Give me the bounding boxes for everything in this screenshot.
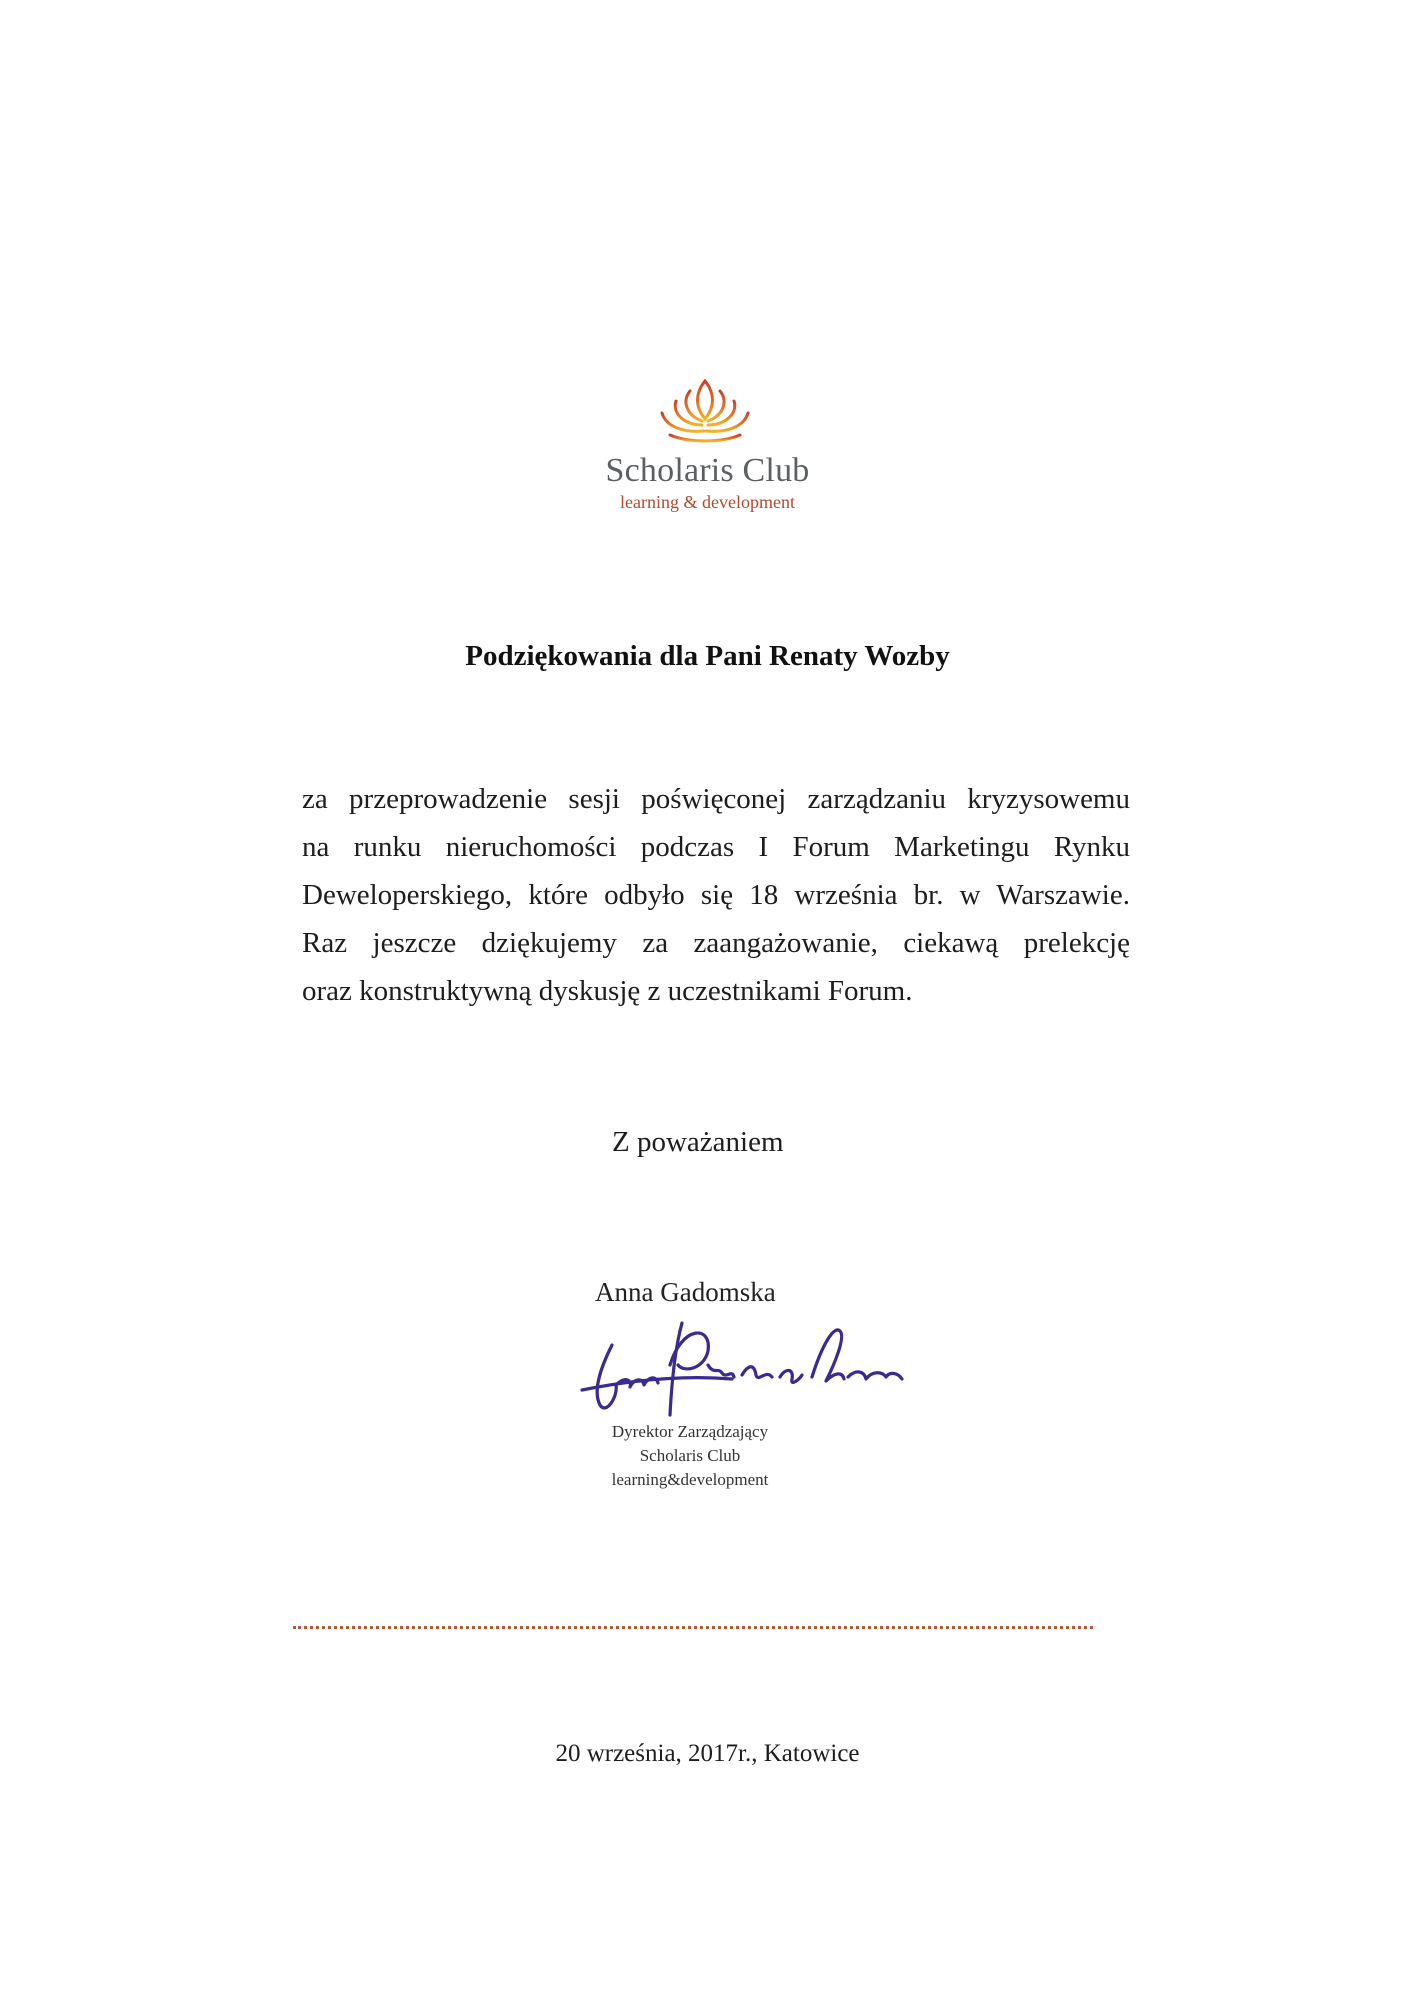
signature-block	[560, 1420, 820, 1492]
brand-name: Scholaris Club	[605, 452, 810, 489]
signer-name: Anna Gadomska	[595, 1277, 776, 1307]
body-line: oraz konstruktywną dyskusję z uczestnikami Forum.	[302, 975, 913, 1007]
closing-salutation: Z poważaniem	[612, 1126, 784, 1158]
signer-role: Dyrektor Zarządzający	[611, 1422, 769, 1441]
brand-tagline: learning & development	[620, 492, 795, 512]
footer-divider	[293, 1626, 1093, 1629]
date-place: 20 września, 2017r., Katowice	[555, 1740, 860, 1767]
body-line: na runku nieruchomości podczas I Forum Marketingu Rynku	[302, 831, 1130, 863]
body-line: za przeprowadzenie sesji poświęconej zarządzaniu kryzysowemu	[302, 783, 1130, 815]
body-line: Deweloperskiego, które odbyło się 18 września br. w Warszawie.	[302, 879, 1130, 911]
body-line: Raz jeszcze dziękujemy za zaangażowanie, ciekawą prelekcję	[302, 927, 1130, 959]
signer-org: Scholaris Club	[639, 1446, 741, 1465]
signer-org-sub: learning&development	[611, 1470, 769, 1489]
letter-title: Podziękowania dla Pani Renaty Wozby	[465, 640, 950, 672]
handwritten-signature	[572, 1305, 922, 1425]
letter-body	[302, 775, 1130, 1015]
lotus-icon	[640, 375, 770, 447]
